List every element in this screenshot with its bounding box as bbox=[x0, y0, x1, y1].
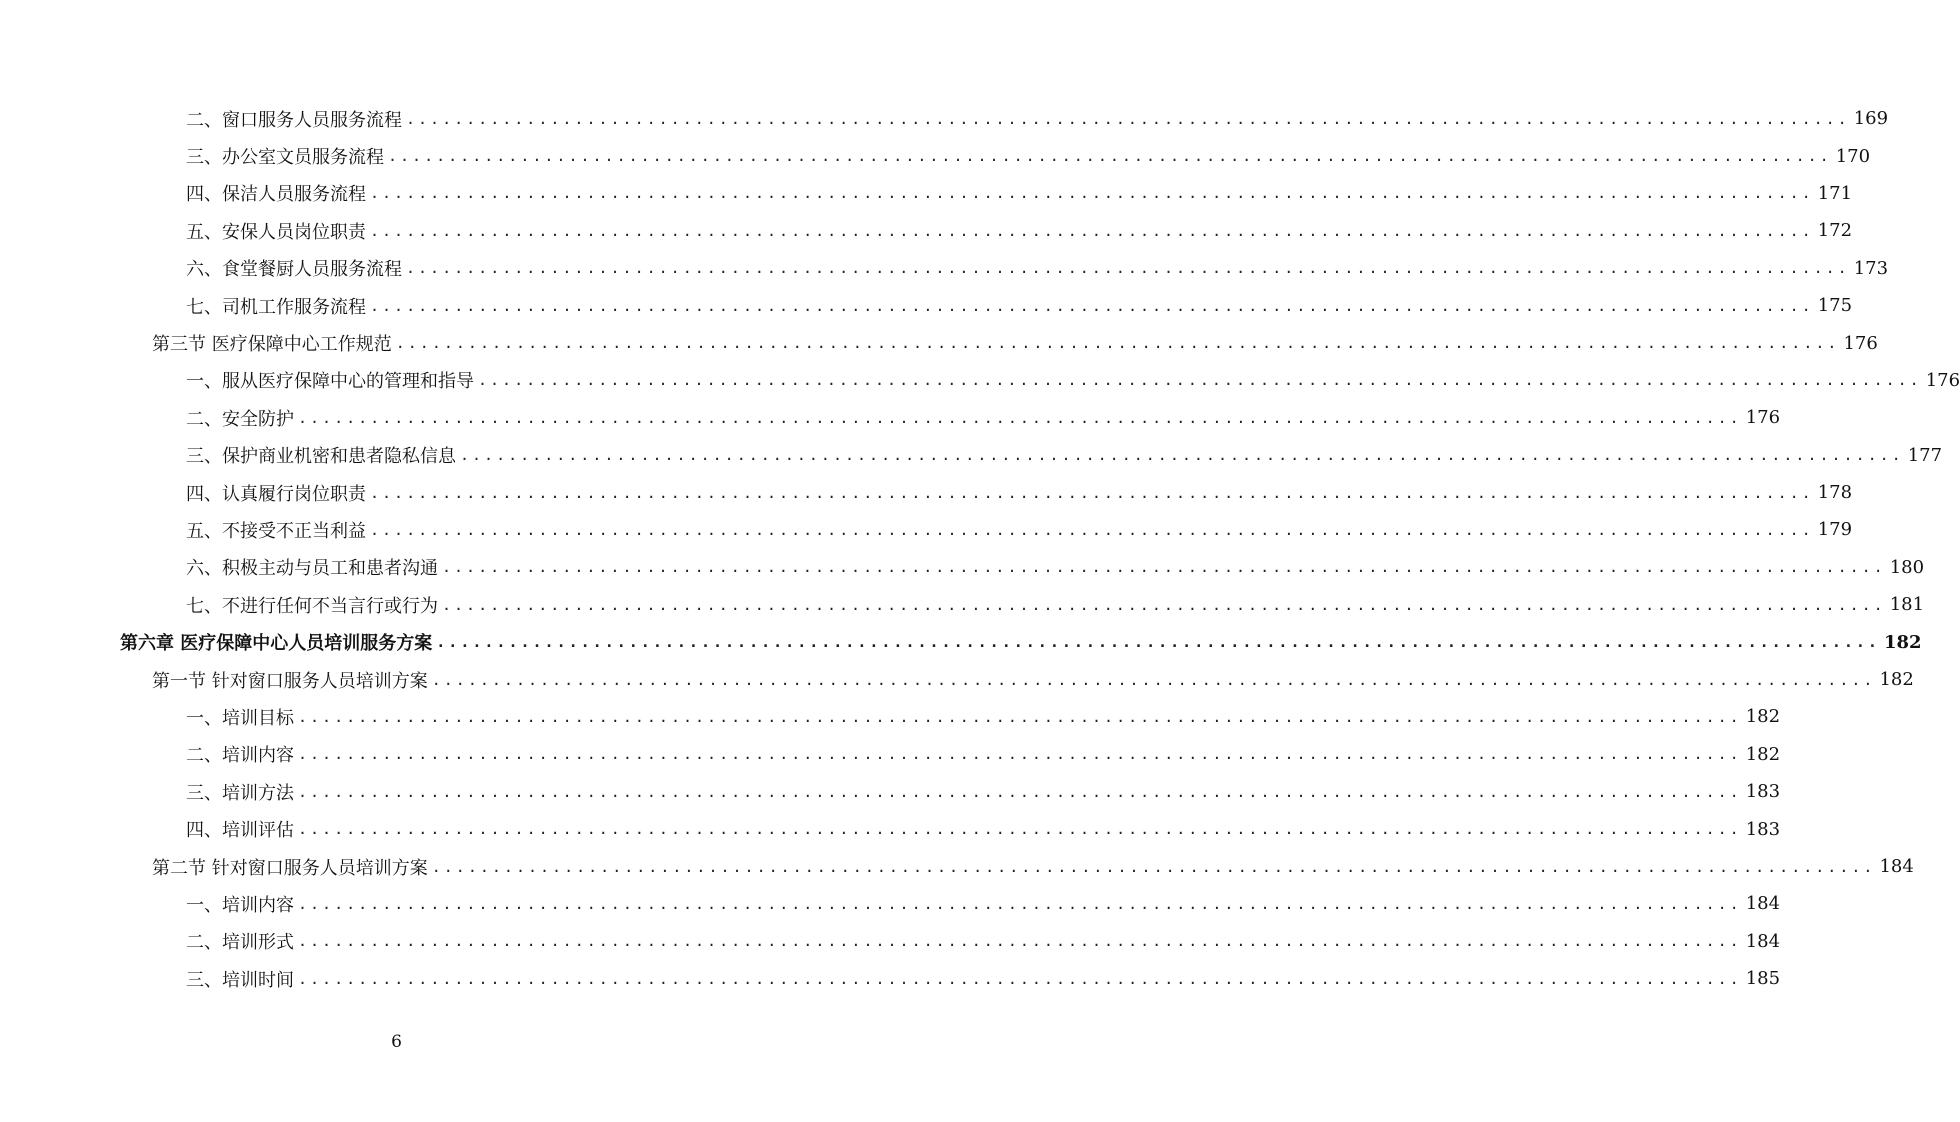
toc-entry-title: 二、培训形式 bbox=[186, 932, 294, 954]
toc-leader-dots: ........................................................................................................................ bbox=[298, 408, 1742, 427]
toc-leader-dots: ........................................................................................................................ bbox=[406, 109, 1850, 128]
toc-entry-item[interactable] bbox=[0, 586, 1925, 623]
toc-entry-item[interactable] bbox=[0, 698, 1781, 735]
toc-entry-page: 184 bbox=[1879, 856, 1914, 877]
toc-entry-page: 182 bbox=[1745, 706, 1781, 728]
toc-leader-dots: ........................................................................................................................ bbox=[298, 969, 1742, 988]
toc-leader-dots: ........................................................................................................................ bbox=[370, 221, 1814, 240]
toc-entry-title: 一、培训目标 bbox=[186, 707, 294, 729]
toc-entry-page: 182 bbox=[1745, 743, 1781, 765]
toc-entry-title: 五、不接受不正当利益 bbox=[186, 520, 366, 542]
toc-leader-dots: ........................................................................................................................ bbox=[436, 633, 1880, 652]
toc-entry-chapter[interactable] bbox=[0, 623, 1922, 660]
toc-leader-dots: ........................................................................................................................ bbox=[395, 334, 1840, 353]
toc-entry-page: 175 bbox=[1817, 295, 1853, 317]
toc-entry-page: 177 bbox=[1907, 444, 1943, 466]
toc-entry-item[interactable] bbox=[0, 885, 1781, 922]
toc-leader-dots: ........................................................................................................................ bbox=[431, 670, 1876, 689]
toc-entry-title: 四、培训评估 bbox=[186, 820, 294, 842]
toc-entry-page: 171 bbox=[1817, 182, 1853, 204]
toc-entry-title: 四、认真履行岗位职责 bbox=[186, 483, 366, 505]
toc-entry-title: 第一节 针对窗口服务人员培训方案 bbox=[152, 670, 428, 692]
toc-entry-item[interactable] bbox=[0, 437, 1943, 474]
toc-entry-title: 三、办公室文员服务流程 bbox=[186, 147, 384, 169]
toc-leader-dots: ........................................................................................................................ bbox=[370, 184, 1814, 203]
toc-entry-page: 179 bbox=[1817, 519, 1853, 541]
toc-entry-title: 二、窗口服务人员服务流程 bbox=[186, 109, 402, 131]
toc-entry-item[interactable] bbox=[0, 960, 1781, 997]
toc-leader-dots: ........................................................................................................................ bbox=[442, 558, 1886, 577]
toc-entry-item[interactable] bbox=[0, 810, 1781, 847]
toc-entry-page: 169 bbox=[1853, 108, 1889, 130]
toc-entry-page: 178 bbox=[1817, 482, 1853, 504]
toc-entry-item[interactable] bbox=[0, 511, 1853, 548]
toc-entry-title: 一、服从医疗保障中心的管理和指导 bbox=[186, 371, 474, 393]
toc-leader-dots: ........................................................................................................................ bbox=[298, 894, 1742, 913]
toc-entry-page: 183 bbox=[1745, 781, 1781, 803]
toc-entry-section[interactable] bbox=[0, 324, 1878, 361]
toc-entry-page: 173 bbox=[1853, 257, 1889, 279]
toc-entry-item[interactable] bbox=[0, 175, 1853, 212]
toc-entry-title: 二、培训内容 bbox=[186, 745, 294, 767]
toc-entry-page: 176 bbox=[1925, 369, 1960, 391]
toc-entry-title: 六、积极主动与员工和患者沟通 bbox=[186, 558, 438, 580]
toc-entry-page: 182 bbox=[1883, 631, 1922, 653]
toc-entry-title: 二、安全防护 bbox=[186, 408, 294, 430]
toc-entry-title: 第三节 医疗保障中心工作规范 bbox=[152, 334, 392, 356]
toc-entry-section[interactable] bbox=[0, 661, 1914, 698]
toc-entry-page: 176 bbox=[1843, 332, 1878, 354]
toc-entry-page: 172 bbox=[1817, 220, 1853, 242]
toc-entry-page: 181 bbox=[1889, 594, 1925, 616]
toc-entry-title: 三、培训方法 bbox=[186, 782, 294, 804]
toc-leader-dots: ........................................................................................................................ bbox=[298, 782, 1742, 801]
toc-entry-page: 170 bbox=[1835, 145, 1871, 167]
table-of-contents bbox=[0, 100, 1960, 997]
toc-leader-dots: ........................................................................................................................ bbox=[388, 147, 1832, 166]
toc-leader-dots: ........................................................................................................................ bbox=[298, 820, 1742, 839]
toc-leader-dots: ........................................................................................................................ bbox=[431, 857, 1876, 876]
toc-entry-title: 三、保护商业机密和患者隐私信息 bbox=[186, 446, 456, 468]
toc-entry-item[interactable] bbox=[0, 549, 1925, 586]
toc-entry-title: 第六章 医疗保障中心人员培训服务方案 bbox=[120, 633, 433, 655]
toc-leader-dots: ........................................................................................................................ bbox=[370, 520, 1814, 539]
toc-entry-page: 182 bbox=[1879, 669, 1914, 691]
toc-entry-title: 六、食堂餐厨人员服务流程 bbox=[186, 259, 402, 281]
toc-entry-page: 176 bbox=[1745, 407, 1781, 429]
toc-entry-title: 第二节 针对窗口服务人员培训方案 bbox=[152, 857, 428, 879]
toc-entry-title: 三、培训时间 bbox=[186, 969, 294, 991]
toc-entry-item[interactable] bbox=[0, 399, 1781, 436]
toc-entry-title: 一、培训内容 bbox=[186, 894, 294, 916]
toc-leader-dots: ........................................................................................................................ bbox=[298, 707, 1742, 726]
toc-entry-item[interactable] bbox=[0, 212, 1853, 249]
toc-entry-page: 183 bbox=[1745, 818, 1781, 840]
toc-leader-dots: ........................................................................................................................ bbox=[298, 745, 1742, 764]
toc-entry-item[interactable] bbox=[0, 250, 1889, 287]
toc-entry-item[interactable] bbox=[0, 474, 1853, 511]
page-number: 6 bbox=[391, 1032, 402, 1052]
toc-entry-item[interactable] bbox=[0, 923, 1781, 960]
toc-entry-item[interactable] bbox=[0, 287, 1853, 324]
toc-entry-item[interactable] bbox=[0, 736, 1781, 773]
toc-entry-item[interactable] bbox=[0, 100, 1889, 137]
toc-entry-page: 180 bbox=[1889, 556, 1925, 578]
toc-entry-section[interactable] bbox=[0, 848, 1914, 885]
toc-entry-page: 184 bbox=[1745, 930, 1781, 952]
toc-leader-dots: ........................................................................................................................ bbox=[370, 483, 1814, 502]
toc-leader-dots: ........................................................................................................................ bbox=[370, 296, 1814, 315]
toc-entry-title: 四、保洁人员服务流程 bbox=[186, 184, 366, 206]
toc-entry-page: 185 bbox=[1745, 968, 1781, 990]
toc-leader-dots: ........................................................................................................................ bbox=[460, 446, 1904, 465]
toc-leader-dots: ........................................................................................................................ bbox=[298, 932, 1742, 951]
toc-leader-dots: ........................................................................................................................ bbox=[406, 259, 1850, 278]
toc-entry-item[interactable] bbox=[0, 137, 1871, 174]
toc-entry-page: 184 bbox=[1745, 893, 1781, 915]
toc-entry-title: 七、司机工作服务流程 bbox=[186, 296, 366, 318]
toc-entry-title: 七、不进行任何不当言行或行为 bbox=[186, 595, 438, 617]
toc-leader-dots: ........................................................................................................................ bbox=[442, 595, 1886, 614]
toc-entry-item[interactable] bbox=[0, 773, 1781, 810]
toc-entry-title: 五、安保人员岗位职责 bbox=[186, 221, 366, 243]
toc-entry-item[interactable] bbox=[0, 362, 1960, 399]
toc-leader-dots: ........................................................................................................................ bbox=[478, 371, 1922, 390]
